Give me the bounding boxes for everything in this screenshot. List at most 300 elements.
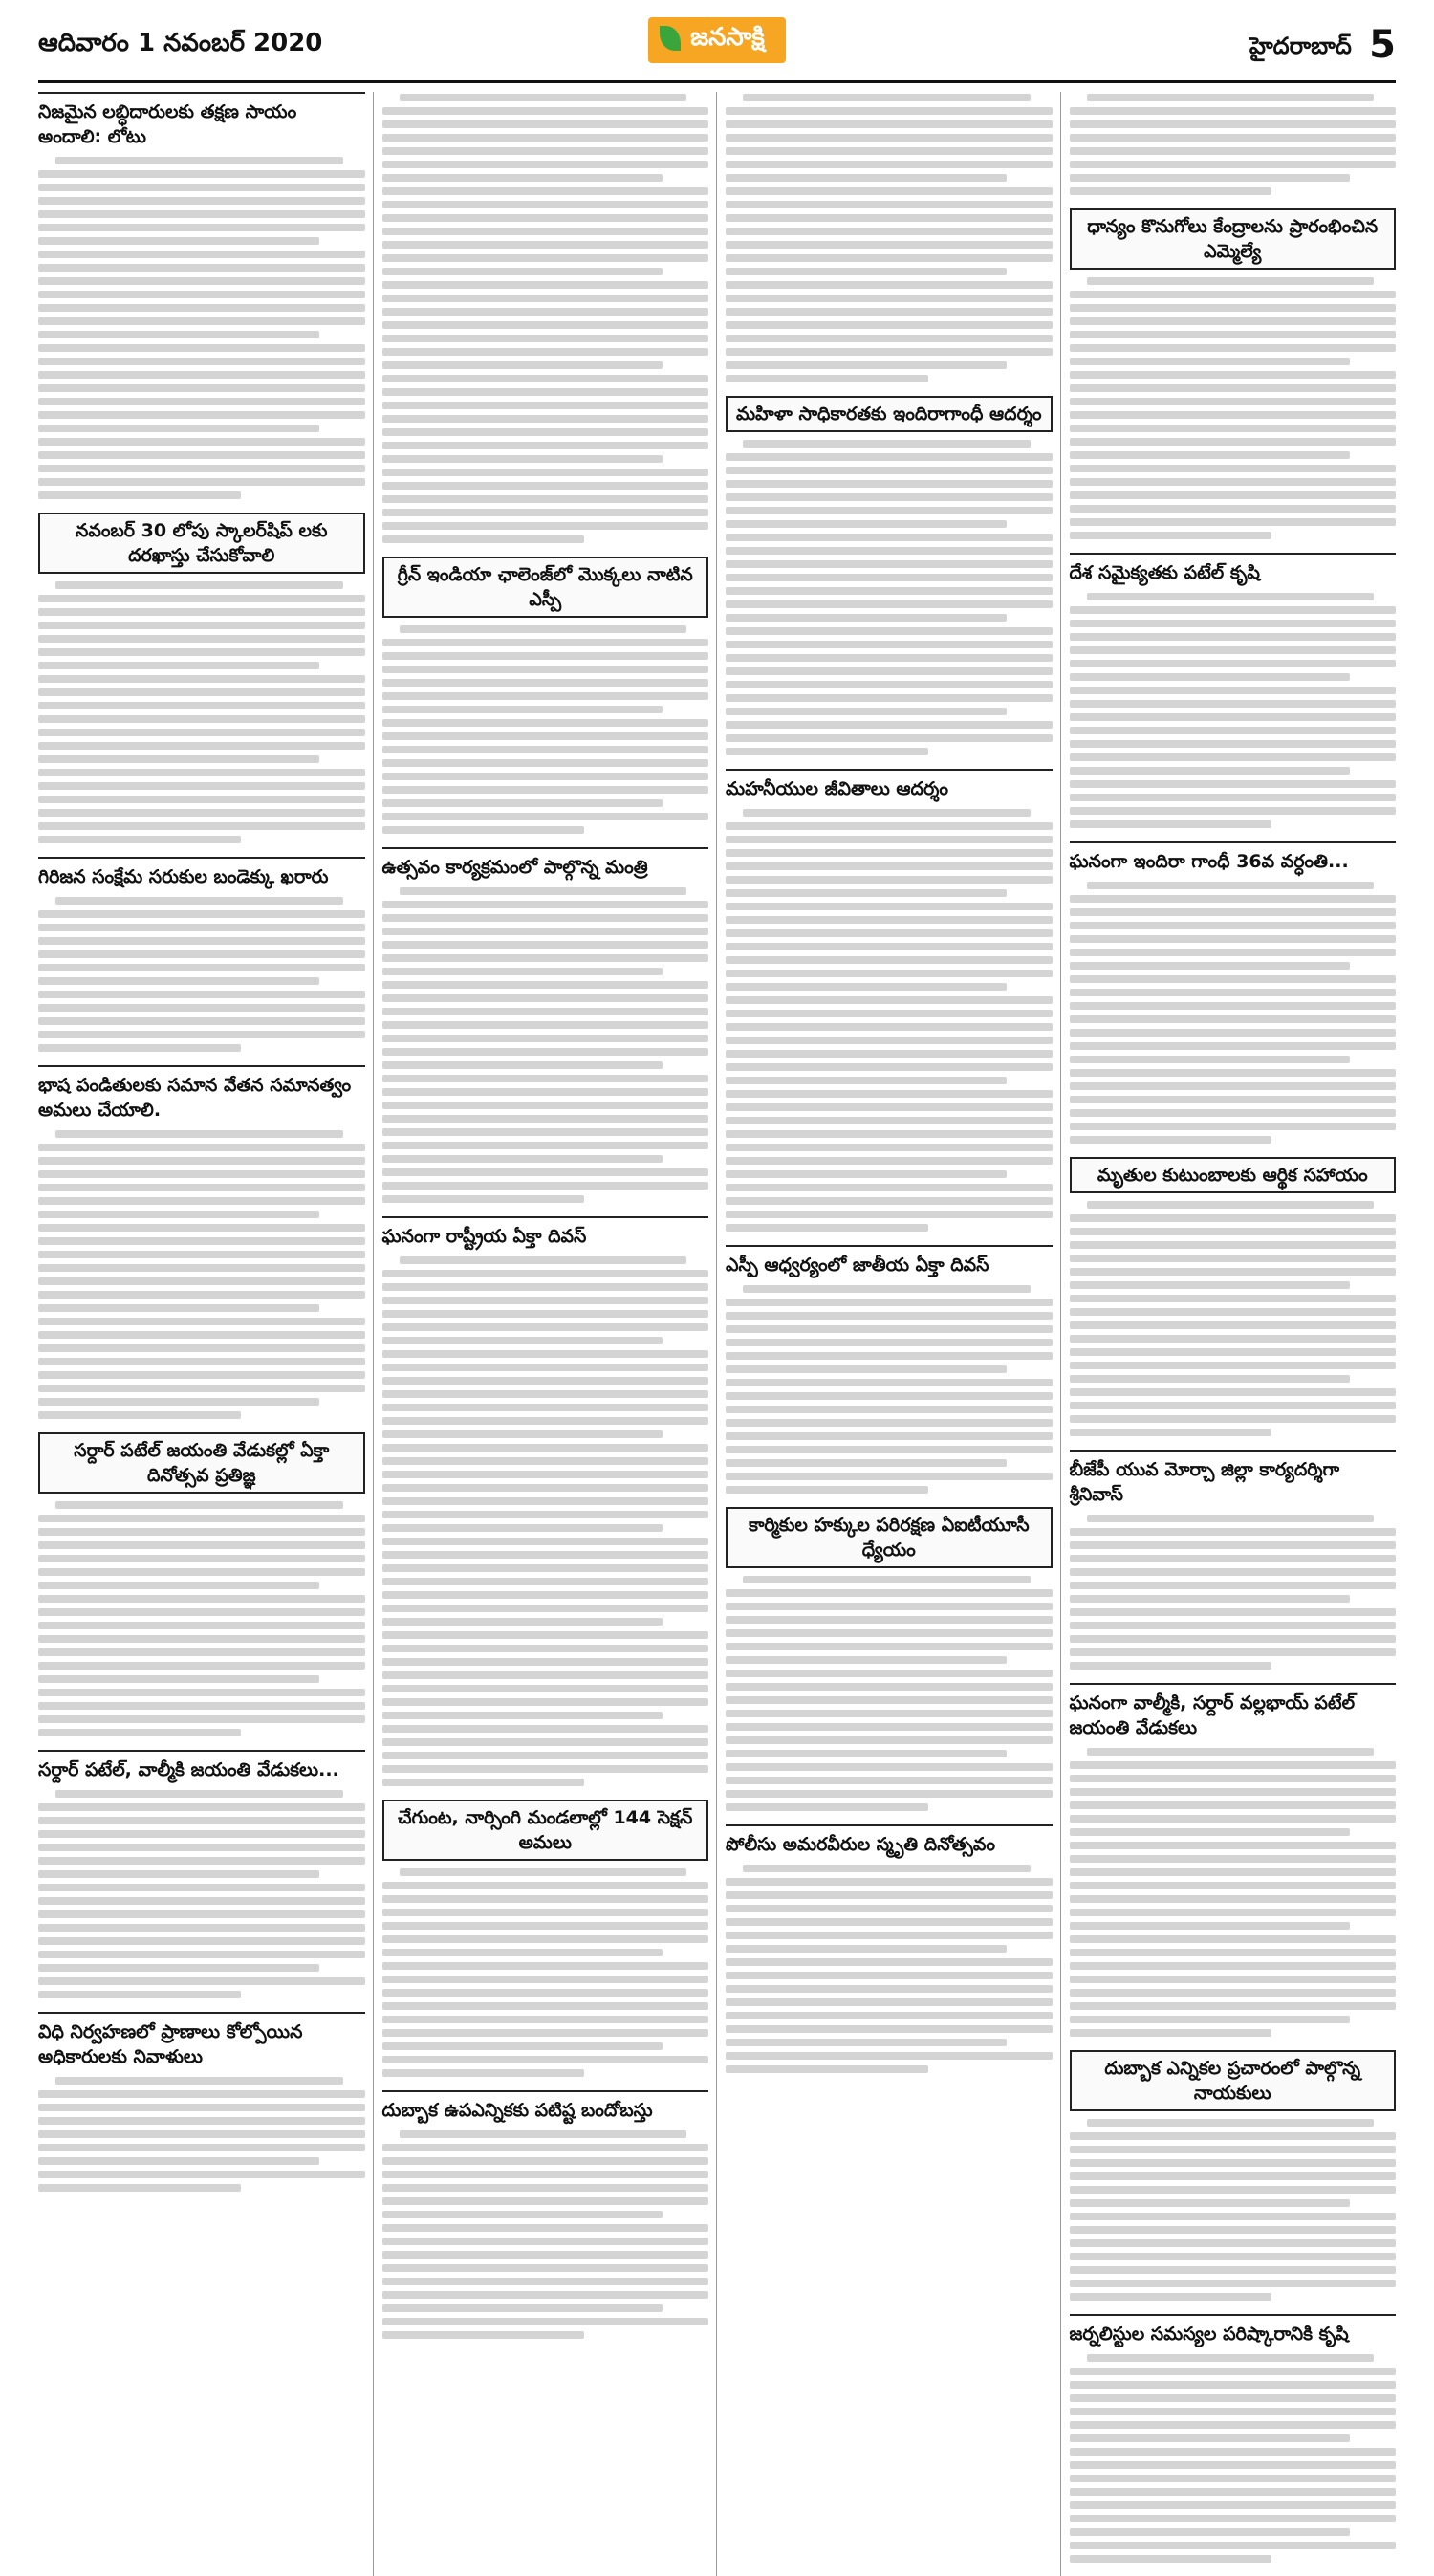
article <box>38 1432 365 1736</box>
text-line <box>1070 120 1397 128</box>
text-line <box>726 654 1053 662</box>
text-line <box>382 1457 709 1465</box>
text-line <box>382 388 709 396</box>
text-line <box>382 1115 709 1123</box>
text-line <box>726 1710 1053 1717</box>
text-line <box>382 2056 709 2063</box>
text-line <box>382 509 709 516</box>
text-line <box>726 1696 1053 1704</box>
text-line <box>726 889 1007 897</box>
text-line <box>726 214 1053 222</box>
text-line <box>726 587 1053 595</box>
text-line <box>1070 1962 1397 1970</box>
text-line <box>726 493 1053 501</box>
text-line <box>38 491 241 499</box>
text-line <box>38 1991 241 1998</box>
text-line <box>382 268 663 275</box>
text-line <box>38 2157 319 2165</box>
text-line <box>1087 1748 1375 1756</box>
text-line <box>382 1471 709 1478</box>
article-headline[interactable]: ఘనంగా వాల్మీకి, సర్దార్ వల్లభాయ్ పటేల్ జయంతి వేడుకలు <box>1070 1683 1397 1740</box>
article-headline[interactable]: మహిళా సాధికారతకు ఇందిరాగాంధీ ఆదర్శం <box>726 396 1053 432</box>
text-line <box>38 2171 365 2178</box>
page-number: 5 <box>1369 23 1396 67</box>
text-line <box>382 813 709 820</box>
article-body <box>382 885 709 1203</box>
text-line <box>726 1459 1007 1467</box>
text-line <box>382 187 709 195</box>
article-headline[interactable]: సర్దార్ పటేల్, వాల్మీకి జయంతి వేడుకలు... <box>38 1750 365 1782</box>
text-line <box>38 1702 365 1710</box>
text-line <box>382 1895 709 1903</box>
text-line <box>382 201 709 208</box>
text-line <box>726 721 1053 729</box>
text-line <box>38 2130 365 2138</box>
text-line <box>382 732 709 740</box>
text-line <box>38 398 365 405</box>
text-line <box>726 600 1053 608</box>
text-line <box>38 1857 365 1865</box>
text-line <box>1070 478 1397 486</box>
text-line <box>743 94 1031 101</box>
text-line <box>726 1184 1053 1191</box>
text-line <box>38 1689 365 1696</box>
text-line <box>382 2224 709 2232</box>
text-line <box>1070 505 1397 513</box>
article-headline[interactable]: జర్నలిస్టుల సమస్యల పరిష్కారానికి కృషి <box>1070 2314 1397 2347</box>
text-line <box>726 361 1007 369</box>
text-line <box>726 187 1053 195</box>
text-line <box>1070 304 1397 312</box>
text-line <box>38 1358 365 1365</box>
article-body <box>1070 2117 1397 2301</box>
article-headline[interactable]: సర్దార్ పటేల్ జయంతి వేడుకల్లో ఏక్తా దినోత్సవ ప్రతిజ్ఞ <box>38 1432 365 1494</box>
article-body <box>38 2075 365 2192</box>
text-line <box>55 157 343 164</box>
edition-info <box>1249 23 1396 67</box>
text-line <box>1070 1541 1397 1549</box>
article-headline[interactable]: ధాన్యం కొనుగోలు కేంద్రాలను ప్రారంభించిన ఎమ్మెల్యే <box>1070 208 1397 270</box>
article-headline[interactable]: మహనీయుల జీవితాలు ఆదర్శం <box>726 769 1053 801</box>
article-body <box>38 155 365 499</box>
text-line <box>382 1564 709 1572</box>
text-line <box>726 1891 1053 1899</box>
text-line <box>382 2029 709 2037</box>
text-line <box>382 254 709 262</box>
text-line <box>382 2291 709 2299</box>
text-line <box>382 1685 709 1692</box>
text-line <box>38 1830 365 1838</box>
text-line <box>1070 1069 1397 1077</box>
text-line <box>38 224 365 231</box>
text-line <box>1070 438 1397 446</box>
text-line <box>382 968 663 975</box>
text-line <box>1070 1042 1397 1050</box>
text-line <box>726 748 928 755</box>
text-line <box>726 1945 1007 1953</box>
text-line <box>382 161 709 168</box>
text-line <box>726 1224 928 1232</box>
text-line <box>38 1555 365 1562</box>
text-line <box>726 520 1007 528</box>
text-line <box>382 2171 709 2178</box>
text-line <box>382 692 709 700</box>
text-line <box>382 1976 709 1983</box>
text-line <box>1070 1635 1397 1643</box>
article-body <box>726 92 1053 382</box>
article-headline[interactable]: భాష పండితులకు సమాన వేతన సమానత్వం అమలు చేయాలి. <box>38 1065 365 1123</box>
text-line <box>38 1157 365 1165</box>
text-line <box>382 1989 709 1997</box>
text-line <box>382 2016 709 2023</box>
article-body <box>1070 1199 1397 1436</box>
article-headline[interactable]: పోలీసు అమరవీరుల స్మృతి దినోత్సవం <box>726 1824 1053 1857</box>
article-body <box>38 1788 365 1998</box>
text-line <box>400 887 687 895</box>
text-line <box>726 1643 1053 1650</box>
text-line <box>726 1446 1053 1453</box>
text-line <box>1070 1662 1272 1670</box>
text-line <box>1070 107 1397 115</box>
text-line <box>726 1473 1053 1480</box>
text-line <box>1070 2381 1397 2389</box>
text-line <box>38 782 365 790</box>
article-headline[interactable]: మృతుల కుటుంబాలకు ఆర్థిక సహాయం <box>1070 1157 1397 1193</box>
text-line <box>1070 344 1397 352</box>
article-body <box>1070 1746 1397 2037</box>
text-line <box>726 1392 1053 1400</box>
text-line <box>382 1088 709 1096</box>
text-line <box>726 295 1053 302</box>
text-line <box>1070 673 1351 681</box>
text-line <box>726 1918 1053 1926</box>
text-line <box>726 903 1053 910</box>
text-line <box>726 453 1053 461</box>
text-line <box>38 729 365 736</box>
text-line <box>38 277 365 285</box>
text-line <box>726 480 1053 488</box>
text-line <box>382 1155 663 1163</box>
text-line <box>726 1312 1053 1320</box>
text-line <box>38 1662 365 1670</box>
text-line <box>382 535 585 543</box>
text-line <box>726 2039 1007 2046</box>
text-line <box>726 147 1053 155</box>
brand-logo <box>648 17 786 63</box>
text-line <box>38 1044 241 1052</box>
text-line <box>38 1977 365 1985</box>
text-line <box>1070 1568 1397 1576</box>
text-line <box>382 1297 709 1304</box>
text-line <box>38 1622 365 1629</box>
article <box>1070 92 1397 195</box>
text-line <box>38 1371 365 1379</box>
text-line <box>382 2251 709 2259</box>
text-line <box>726 1763 1053 1771</box>
text-line <box>382 1102 709 1109</box>
text-line <box>726 1629 1053 1637</box>
article <box>726 1507 1053 1811</box>
article-body <box>38 1499 365 1736</box>
text-line <box>1070 620 1397 627</box>
text-line <box>726 1972 1053 1979</box>
text-line <box>38 608 365 616</box>
text-line <box>38 1304 319 1312</box>
text-line <box>1070 1989 1397 1997</box>
text-line <box>726 1736 1053 1744</box>
text-line <box>38 478 365 486</box>
text-line <box>1070 1815 1397 1823</box>
article <box>38 2012 365 2192</box>
text-line <box>38 1964 319 1972</box>
text-line <box>1070 1295 1397 1302</box>
text-line <box>38 344 365 352</box>
article-headline[interactable]: దుబ్బాక ఉపఎన్నికకు పటిష్ట బందోబస్తు <box>382 2090 709 2123</box>
text-line <box>726 1656 1007 1664</box>
text-line <box>726 1063 1053 1071</box>
text-line <box>1070 1228 1397 1235</box>
text-line <box>1070 1388 1397 1396</box>
text-line <box>726 1723 1053 1731</box>
text-line <box>382 706 663 713</box>
text-line <box>38 675 365 683</box>
text-line <box>726 1325 1053 1333</box>
text-line <box>382 1922 709 1930</box>
text-line <box>38 2144 365 2151</box>
text-line <box>38 1398 319 1406</box>
text-line <box>382 2042 663 2050</box>
text-line <box>1070 134 1397 142</box>
text-line <box>726 1023 1053 1031</box>
article-headline[interactable]: కార్మికుల హక్కుల పరిరక్షణ ఏఐటీయూసీ ధ్యేయం <box>726 1507 1053 1568</box>
text-line <box>55 1130 343 1138</box>
text-line <box>726 1406 1053 1413</box>
masthead <box>38 13 1396 83</box>
text-line <box>726 667 1053 675</box>
article-headline[interactable]: గ్రీన్ ఇండియా ఛాలెంజ్‌లో మొక్కలు నాటిన ఎస్పీ <box>382 557 709 618</box>
text-line <box>726 228 1053 235</box>
text-line <box>726 862 1053 870</box>
text-line <box>1070 2132 1397 2140</box>
text-line <box>382 415 709 423</box>
article-headline[interactable]: గిరిజన సంక్షేమ సరుకుల బండెక్కు ఖరారు <box>38 857 365 889</box>
text-line <box>382 1658 709 1666</box>
text-line <box>1087 94 1375 101</box>
text-line <box>400 1256 687 1264</box>
text-line <box>382 773 709 780</box>
text-line <box>726 534 1053 541</box>
text-line <box>55 1790 343 1798</box>
text-line <box>382 2069 585 2077</box>
text-line <box>726 983 1007 991</box>
article-headline[interactable]: బీజేపీ యువ మోర్చా జిల్లా కార్యదర్శిగా శ్రీనివాస్ <box>1070 1450 1397 1507</box>
article <box>726 1824 1053 2073</box>
text-line <box>1070 1096 1397 1103</box>
text-line <box>382 1061 663 1069</box>
text-line <box>1070 451 1351 459</box>
text-line <box>38 438 365 446</box>
text-line <box>38 1031 365 1038</box>
text-line <box>38 1224 365 1232</box>
text-line <box>382 321 709 329</box>
text-line <box>382 2304 663 2312</box>
text-line <box>382 442 709 449</box>
text-line <box>38 1344 365 1352</box>
text-line <box>38 331 319 338</box>
text-line <box>382 1765 709 1773</box>
leaf-icon <box>660 26 681 51</box>
text-line <box>1070 1648 1397 1656</box>
text-line <box>38 1541 365 1549</box>
text-line <box>1070 2542 1397 2549</box>
text-line <box>382 1377 709 1385</box>
text-line <box>38 1004 365 1012</box>
article-headline[interactable]: దుబ్బాక ఎన్నికల ప్రచారంలో పాల్గొన్న నాయకులు <box>1070 2050 1397 2111</box>
article-headline[interactable]: ఘనంగా రాష్ట్రీయ ఏక్తా దివస్ <box>382 1216 709 1249</box>
text-line <box>382 1909 709 1916</box>
text-line <box>382 1364 709 1371</box>
text-line <box>382 1128 709 1136</box>
text-line <box>382 1511 709 1518</box>
article-headline[interactable]: నవంబర్ 30 లోపు స్కాలర్‌షిప్ లకు దరఖాస్తు చేసుకోవాలి <box>38 513 365 574</box>
text-line <box>743 1576 1031 1583</box>
text-line <box>726 1958 1053 1966</box>
text-line <box>38 937 365 945</box>
article-body <box>726 1863 1053 2073</box>
text-line <box>38 702 365 709</box>
article <box>38 1065 365 1419</box>
text-line <box>382 786 709 794</box>
text-line <box>382 1538 709 1545</box>
text-line <box>726 916 1053 924</box>
text-line <box>382 826 585 834</box>
article-body <box>38 1128 365 1419</box>
text-line <box>38 1277 365 1285</box>
text-line <box>38 648 365 656</box>
text-line <box>726 1144 1053 1151</box>
text-line <box>38 1144 365 1151</box>
text-line <box>743 1285 1031 1293</box>
article-headline[interactable]: విధి నిర్వహణలో ప్రాణాలు కోల్పోయిన అధికారులకు నివాళులు <box>38 2012 365 2069</box>
text-line <box>726 2025 1053 2033</box>
text-line <box>1087 2354 1375 2362</box>
text-line <box>1070 1608 1397 1616</box>
text-line <box>726 681 1053 688</box>
article <box>726 769 1053 1232</box>
text-line <box>1087 1201 1375 1209</box>
text-line <box>382 228 709 235</box>
text-line <box>38 1291 365 1299</box>
article-headline[interactable]: ఎస్పీ ఆధ్వర్యంలో జాతీయ ఏక్తా దివస్ <box>726 1245 1053 1277</box>
text-line <box>1070 780 1397 788</box>
text-line <box>743 1865 1031 1872</box>
text-line <box>726 120 1053 128</box>
text-line <box>382 522 709 530</box>
text-line <box>726 627 1053 635</box>
text-line <box>1070 2213 1397 2220</box>
text-line <box>382 428 709 436</box>
text-line <box>1070 411 1397 419</box>
article-columns <box>38 92 1396 2345</box>
text-line <box>743 440 1031 448</box>
article-headline[interactable]: దేశ సమైక్యతకు పటేల్ కృషి <box>1070 553 1397 585</box>
text-line <box>1070 425 1397 432</box>
text-line <box>38 1803 365 1811</box>
article <box>382 557 709 834</box>
article-headline[interactable]: నిజమైన లబ్ధిదారులకు తక్షణ సాయం అందాలి: లోటు <box>38 92 365 149</box>
text-line <box>726 547 1053 555</box>
text-line <box>1070 465 1397 472</box>
text-line <box>726 1419 1053 1427</box>
text-line <box>38 1411 241 1419</box>
text-line <box>1070 532 1272 539</box>
text-line <box>38 742 365 750</box>
text-line <box>38 2184 241 2192</box>
text-line <box>1070 2394 1397 2402</box>
text-line <box>1070 687 1397 694</box>
text-line <box>1070 1335 1397 1343</box>
text-line <box>1070 1595 1351 1603</box>
column <box>38 92 365 2576</box>
text-line <box>1087 882 1375 889</box>
text-line <box>38 1318 365 1325</box>
text-line <box>38 371 365 379</box>
text-line <box>1070 147 1397 155</box>
text-line <box>1070 807 1397 815</box>
text-line <box>1070 1362 1397 1369</box>
text-line <box>382 495 709 503</box>
text-line <box>38 1184 365 1191</box>
article-body <box>726 438 1053 755</box>
text-line <box>38 1648 365 1656</box>
text-line <box>38 1251 365 1258</box>
text-line <box>1070 398 1397 405</box>
text-line <box>726 375 928 382</box>
text-line <box>1087 1515 1375 1522</box>
text-line <box>726 1683 1053 1691</box>
article-body <box>382 2128 709 2339</box>
text-line <box>38 1884 365 1891</box>
text-line <box>1070 358 1351 365</box>
text-line <box>1070 1976 1397 1983</box>
text-line <box>400 1868 687 1876</box>
text-line <box>382 1142 709 1149</box>
text-line <box>726 836 1053 843</box>
text-line <box>1087 277 1375 285</box>
text-line <box>1070 2016 1351 2023</box>
text-line <box>1070 1281 1351 1289</box>
article-headline[interactable]: చేగుంట, నార్సింగి మండలాల్లో 144 సెక్షన్ అమలు <box>382 1800 709 1861</box>
article-headline[interactable]: ఉత్సవం కార్యక్రమంలో పాల్గొన్న మంత్రి <box>382 847 709 880</box>
text-line <box>382 799 663 807</box>
article-body <box>726 1574 1053 1811</box>
text-line <box>382 1645 709 1652</box>
text-line <box>1070 187 1272 195</box>
article <box>382 92 709 543</box>
text-line <box>38 924 365 931</box>
text-line <box>55 1501 343 1509</box>
text-line <box>726 1352 1053 1360</box>
article-headline[interactable]: ఘనంగా ఇందిరా గాంధీ 36వ వర్ధంతి... <box>1070 841 1397 874</box>
text-line <box>38 2104 365 2111</box>
text-line <box>1070 1136 1272 1144</box>
text-line <box>382 469 709 476</box>
text-line <box>1070 820 1272 828</box>
article-body <box>382 1255 709 1786</box>
text-line <box>1070 2421 1397 2429</box>
text-line <box>1070 2293 1272 2301</box>
text-line <box>38 1897 365 1905</box>
